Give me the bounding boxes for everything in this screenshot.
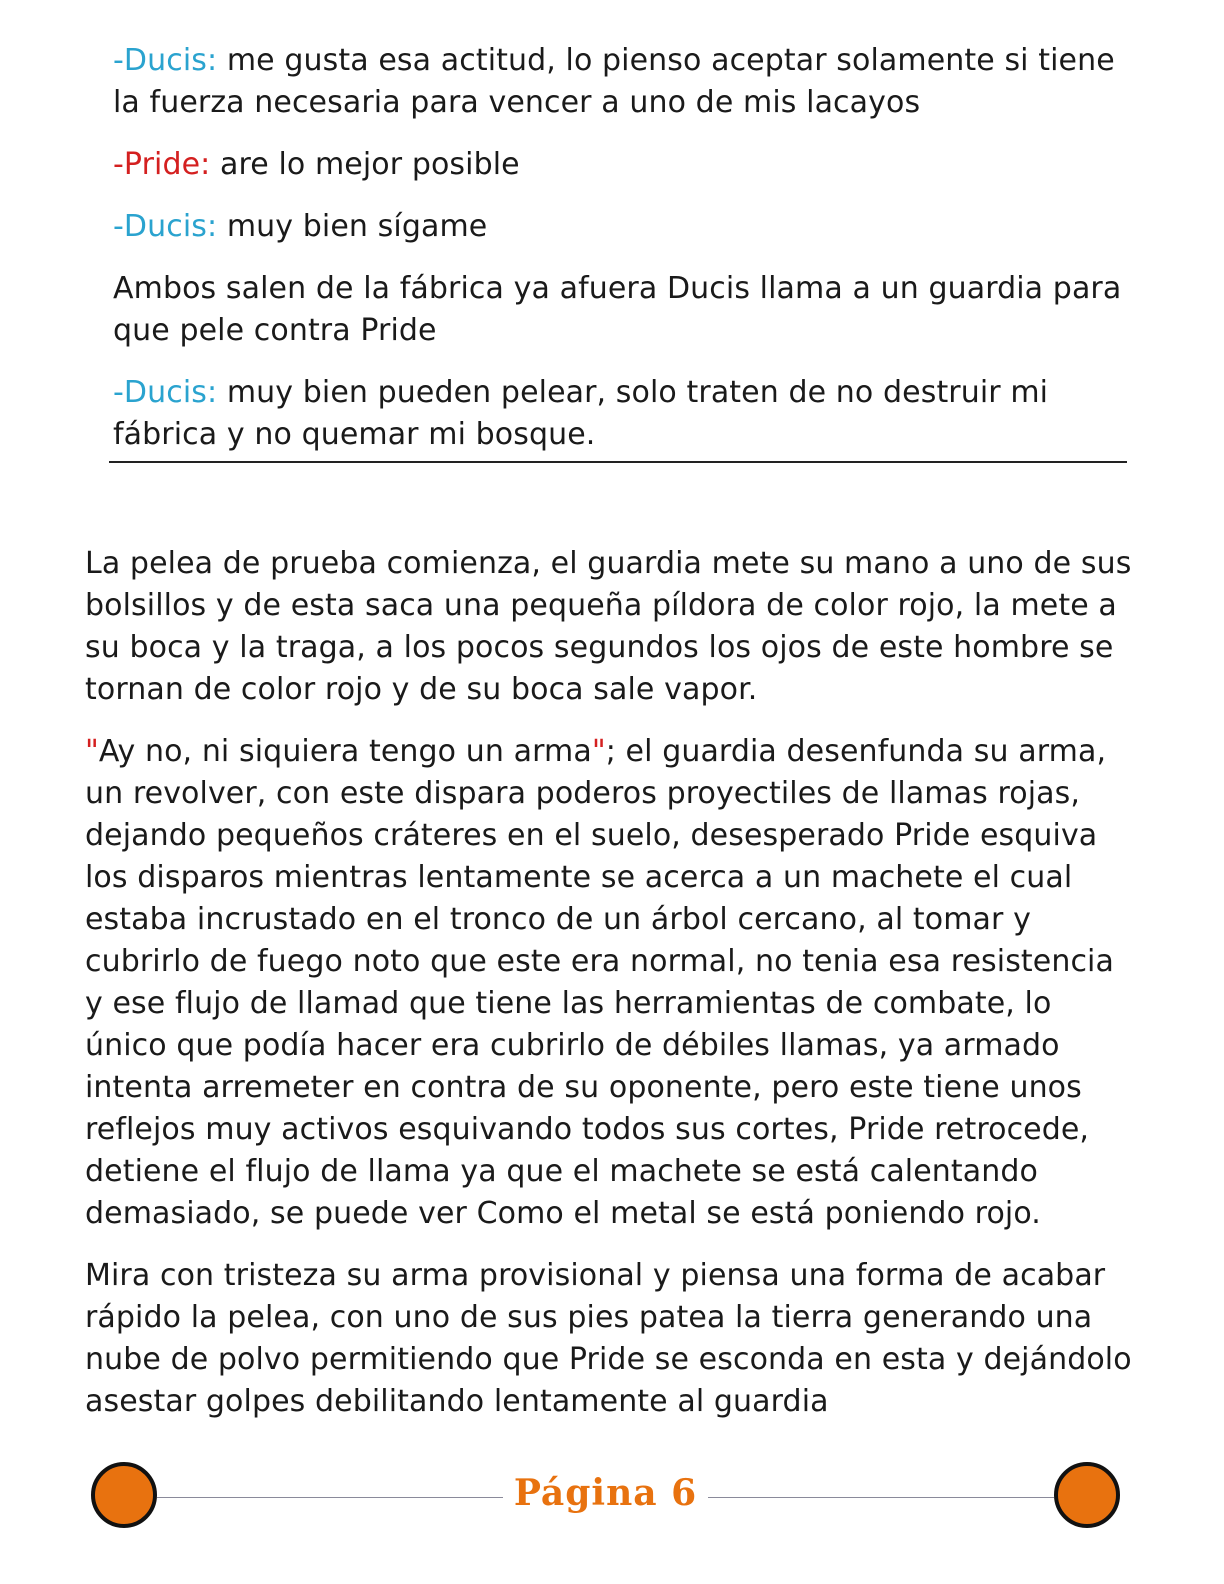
narration-line <box>113 268 1123 352</box>
page-number-label: Página 6 <box>513 1472 698 1514</box>
dialogue-line <box>113 372 1123 456</box>
dialogue-line <box>113 144 1123 186</box>
speaker-ducis: -Ducis: <box>113 375 218 410</box>
dialogue-text: muy bien sígame <box>217 209 488 244</box>
narrative-paragraph <box>85 731 1135 1235</box>
dialogue-text: are lo mejor posible <box>210 147 520 182</box>
page-footer <box>0 1460 1224 1530</box>
narrative-section <box>85 543 1135 1443</box>
close-quote-mark: " <box>591 734 606 769</box>
speaker-ducis: -Ducis: <box>113 209 218 244</box>
footer-right-circle-ornament <box>1054 1462 1120 1528</box>
section-divider <box>109 461 1127 463</box>
speaker-ducis: -Ducis: <box>113 43 218 78</box>
footer-right-line <box>708 1497 1054 1498</box>
narrative-paragraph: La pelea de prueba comienza, el guardia mete su mano a uno de sus bolsillos y de esta saca una pequeña píldora de color rojo, la mete a su boca y la traga, a los pocos segundos los ojos de este hombre se tornan de color rojo y de su boca sale vapor. <box>85 546 1132 707</box>
dialogue-text: muy bien pueden pelear, solo traten de no destruir mi fábrica y no quemar mi bosque. <box>113 375 1049 452</box>
dialogue-line <box>113 206 1123 248</box>
dialogue-text: me gusta esa actitud, lo pienso aceptar solamente si tiene la fuerza necesaria para vencer a uno de mis lacayos <box>113 43 1115 120</box>
speaker-pride: -Pride: <box>113 147 211 182</box>
narrative-text: ; el guardia desenfunda su arma, un revolver, con este dispara poderos proyectiles de llamas rojas, dejando pequeños cráteres en el suelo, desesperado Pride esquiva los disparos mientras lentamente se acerca a un machete el cual estaba incrustado en el tronco de un árbol cercano, al tomar y cubrirlo de fuego noto que este era normal, no tenia esa resistencia y ese flujo de llamad que tiene las herramientas de combate, lo único que podía hacer era cubrirlo de débiles llamas, ya armado intenta arremeter en contra de su oponente, pero este tiene unos reflejos muy activos esquivando todos sus cortes, Pride retrocede, detiene el flujo de llama ya que el machete se está calentando demasiado, se puede ver Como el metal se está poniendo rojo. <box>85 734 1114 1231</box>
dialogue-line <box>113 40 1123 124</box>
narration-text: Ambos salen de la fábrica ya afuera Ducis llama a un guardia para que pele contra Pride <box>113 271 1122 348</box>
narrative-paragraph: Mira con tristeza su arma provisional y piensa una forma de acabar rápido la pelea, con uno de sus pies patea la tierra generando una nube de polvo permitiendo que Pride se esconda en esta y dejándolo asestar golpes debilitando lentamente al guardia <box>85 1258 1132 1419</box>
footer-left-circle-ornament <box>91 1462 157 1528</box>
open-quote-mark: " <box>85 734 99 769</box>
dialogue-section <box>113 40 1123 476</box>
quoted-speech: Ay no, ni siquiera tengo un arma <box>98 734 592 769</box>
footer-left-line <box>157 1497 503 1498</box>
